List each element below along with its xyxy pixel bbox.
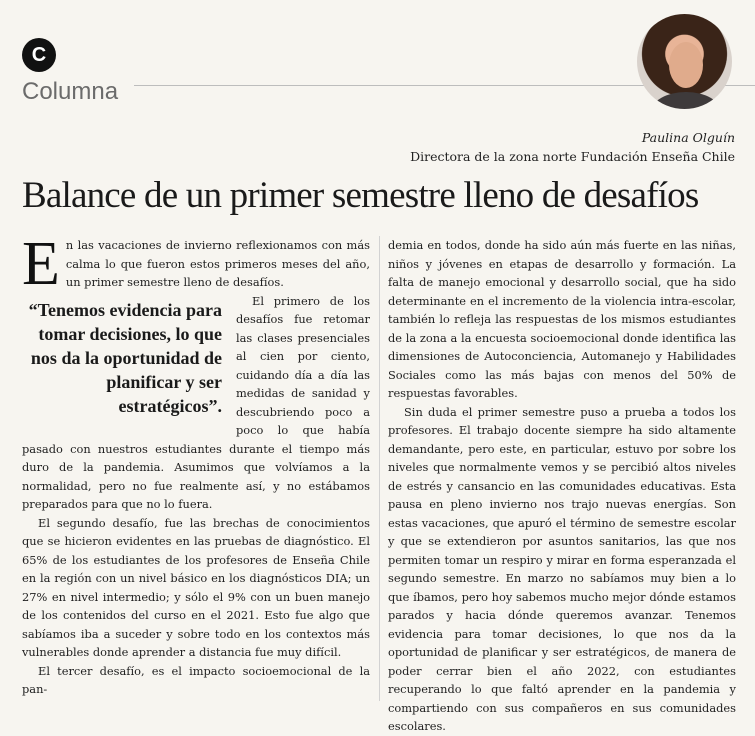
paragraph-1-text: n las vacaciones de invierno reflexionamos con más calma lo que fueron estos primeros meses del año, un primer semestre lleno de desafíos. <box>65 238 370 289</box>
article-column-right <box>388 236 736 736</box>
author-photo-shoulders <box>651 92 721 109</box>
paragraph-5: demia en todos, donde ha sido aún más fuerte en las niñas, niños y jóvenes en etapas de desarrollo y formación. La falta de manejo emocional y desarrollo social, que ha sido determinante en el incremento de la violencia intra-escolar, también lo refleja las respuestas de los mismos estudiantes de la zona a la encuesta socioemocional donde identifica las dimensiones de Autoconciencia, Automanejo y Habilidades Sociales como las más bajas con menos del 50% de respuestas favorables. <box>388 238 736 400</box>
column-badge-icon: C <box>22 38 56 72</box>
article-column-left <box>22 230 370 699</box>
author-photo <box>637 14 732 109</box>
author-photo-face <box>669 42 703 88</box>
paragraph-2: El primero de los desafíos fue retomar las clases presenciales al cien por ciento, cuidando día a día las medidas de sanidad y descubriendo poco a poco lo que había pasado con nuestros estudiantes durante el tiempo más duro de la pandemia. Asumimos que volvíamos a la normalidad, pero no fue realmente así, y no estábamos preparados para que no lo fuera. <box>22 293 370 511</box>
pull-quote: “Tenemos evidencia para tomar decisiones, lo que nos da la oportunidad de planificar y ser estratégicos”. <box>28 299 222 416</box>
column-divider <box>379 236 380 701</box>
section-label: Columna <box>22 78 119 105</box>
paragraph-3: El segundo desafío, fue las brechas de conocimientos que se hicieron evidentes en las pruebas de diagnóstico. El 65% de los estudiantes de los profesores de Enseña Chile en la región con un nivel básico en los diagnósticos DIA; un 27% en nivel intermedio; y sólo el 9% con un buen manejo de los contenidos del curso en el 2021. Esto fue algo que sabíamos iba a suceder y sobre todo en los contextos más vulnerables donde aprender a distancia fue muy difícil. <box>22 515 370 659</box>
article-title: Balance de un primer semestre lleno de desafíos <box>22 175 699 216</box>
author-name: Paulina Olguín <box>641 130 735 145</box>
column-header <box>0 0 755 180</box>
paragraph-4: El tercer desafío, es el impacto socioemocional de la pan- <box>22 663 370 696</box>
paragraph-6: Sin duda el primer semestre puso a prueba a todos los profesores. El trabajo docente siempre ha sido altamente demandante, pero este, en particular, estuvo por sobre los niveles que normalmente vemos y se percibió altos niveles de estrés y cansancio en las comunidades educativas. Esta pausa en pleno invierno nos trajo nuevas energías. Son estas vacaciones, que apuró el término de semestre escolar y que se extendieron por asuntos sanitarios, las que nos permiten tomar un respiro y mirar en forma esperanzada el segundo semestre. En marzo no sabíamos muy bien a lo que íbamos, pero hoy sabemos mucho mejor dónde estamos parados y hacia dónde queremos avanzar. Tenemos evidencia para tomar decisiones, lo que nos da la oportunidad de planificar y ser estratégicos, de manera de poder cerrar bien el año 2022, con estudiantes recuperando lo que faltó aprender en la pandemia y compartiendo con sus compañeros en sus comunidades escolares. <box>388 404 736 733</box>
author-role: Directora de la zona norte Fundación Enseña Chile <box>410 149 735 164</box>
drop-cap: E <box>22 230 60 298</box>
paragraph-1 <box>22 230 370 298</box>
